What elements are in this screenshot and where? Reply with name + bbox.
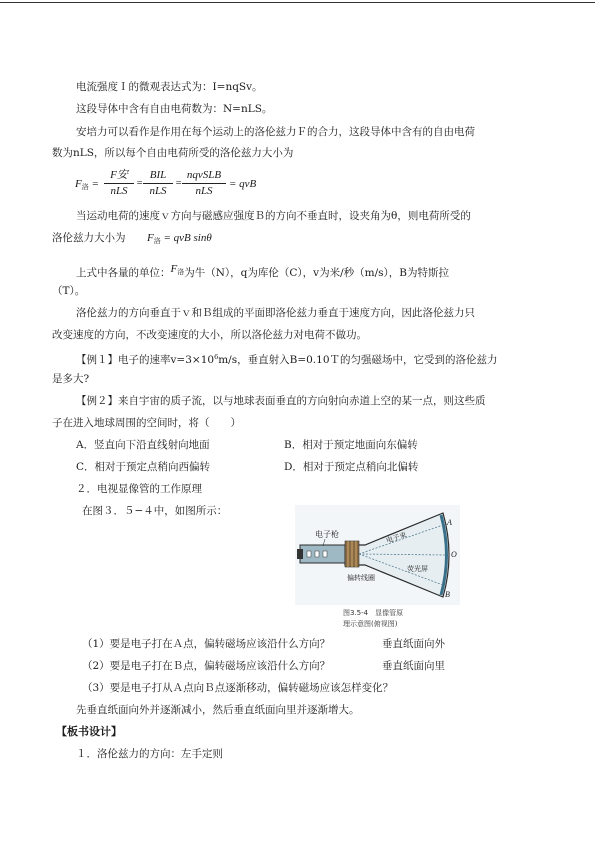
ampere-force-paragraph-1: 安培力可以看作是作用在每个运动上的洛伦兹力Ｆ的合力，这段导体中含有的自由电荷 [76,126,475,138]
label-a: A [447,518,452,527]
label-screen: 荧光屏 [407,565,428,573]
label-coil: 偏转线圈 [347,574,375,582]
current-expression-line: 电流强度Ｉ的微观表达式为：I=nqSv。 [76,81,263,93]
question-2: （2）要是电子打在Ｂ点，偏转磁场应该沿什么方向？ [82,660,331,672]
answer-2: 垂直纸面向里 [382,660,445,672]
charge-count-line: 这段导体中含有自由电荷数为：N=nLS。 [76,103,273,115]
formula1-fraction-1: F安 nLS [104,169,134,198]
question-1: （1）要是电子打在Ａ点，偏转磁场应该沿什么方向？ [82,638,331,650]
label-o: O [451,550,457,559]
label-gun: 电子枪 [315,530,339,539]
formula1-fraction-2: BIL nLS [143,169,173,198]
crt-diagram-figure [295,505,460,630]
figure-reference-line: 在图３．５−４中，如图所示： [82,505,228,517]
option-c: C．相对于预定点稍向西偏转 [76,461,211,473]
angle-case-paragraph-2: 洛伦兹力大小为 [52,232,126,244]
label-b: B [445,590,450,599]
units-line-1: 上式中各量的单位：$F_洛$为牛（N），q为库伦（C），v为米/秒（m/s），B为特斯拉 [76,263,449,279]
formula1-lhs: $F_洛$ = [75,178,99,191]
label-beam: 电子束 [385,530,408,545]
ampere-force-paragraph-2: 数为nLS，所以每个自由电荷所受的洛伦兹力大小为 [52,147,294,159]
units-line-2: （T）。 [52,285,86,297]
equals-sign: = [136,178,144,189]
page-top-rule [0,2,595,3]
direction-paragraph-1: 洛伦兹力的方向垂直于ｖ和Ｂ组成的平面即洛伦兹力垂直于速度方向，因此洛伦兹力只 [76,307,475,319]
formula1-fraction-3: nqvSLB nLS [182,169,226,198]
caption-line-1: 图3.5-4 显像管原 [343,609,404,617]
section-2-heading: ２．电视显像管的工作原理 [76,483,202,495]
answer-3: 先垂直纸面向外并逐渐减小，然后垂直纸面向里并逐渐增大。 [76,704,360,716]
equals-sign: = [175,178,183,189]
example-2-line-2: 子在进入地球周围的空间时，将（ ） [52,417,241,429]
option-a: A．竖直向下沿直线射向地面 [76,439,210,451]
question-3: （3）要是电子打从Ａ点向Ｂ点逐渐移动，偏转磁场应该怎样变化？ [82,682,394,694]
lorentz-force-sine-formula: $F_洛$ = qvB sinθ [147,232,212,245]
board-design-heading: 【板书设计】 [56,725,122,738]
option-b: B．相对于预定地面向东偏转 [284,439,418,451]
crt-diagram [295,505,460,630]
caption-line-2: 理示意图(俯视图) [343,620,398,628]
answer-1: 垂直纸面向外 [382,638,445,650]
direction-paragraph-2: 改变速度的方向，不改变速度的大小，所以洛伦兹力对电荷不做功。 [52,329,367,341]
angle-case-paragraph-1: 当运动电荷的速度ｖ方向与磁感应强度Ｂ的方向不垂直时，设夹角为θ，则电荷所受的 [76,210,471,222]
gun-base [297,549,303,559]
example-1-line-2: 是多大? [52,373,90,385]
example-1-line-1: 【例１】电子的速率$v=3\times 10^6m/s$，垂直射入B=0.10Ｔ的匀强磁场中，它受到的洛伦兹力 [76,353,498,366]
board-item-1: １．洛伦兹力的方向：左手定则 [76,748,223,760]
option-d: D．相对于预定点稍向北偏转 [284,461,419,473]
example-2-line-1: 【例２】来自宇宙的质子流，以与地球表面垂直的方向射向赤道上空的某一点，则这些质 [76,395,486,407]
formula1-rhs: = qvB [229,178,257,190]
